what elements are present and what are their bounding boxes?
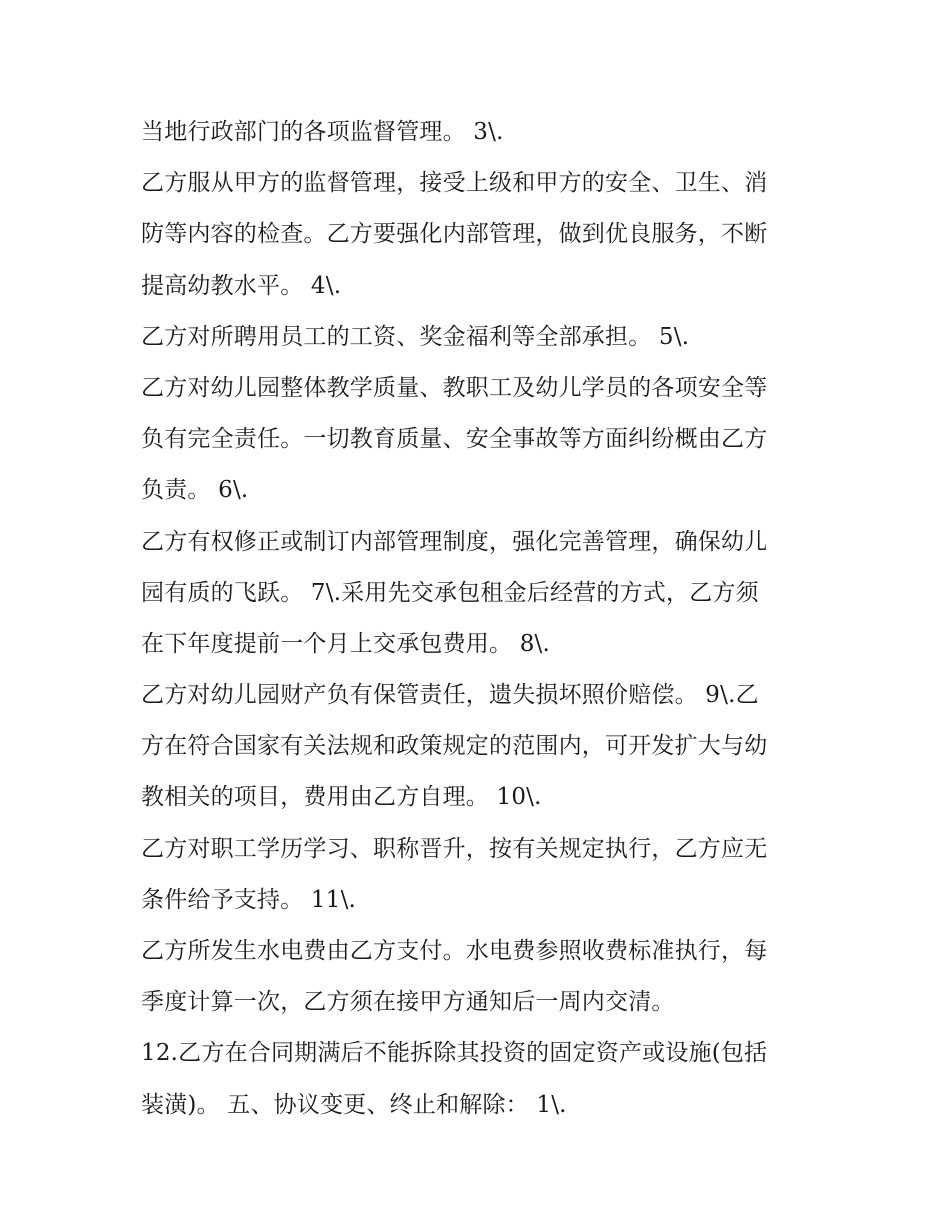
text-line: 乙方对职工学历学习、职称晋升，按有关规定执行，乙方应无 <box>141 835 768 862</box>
text-line: 方在符合国家有关法规和政策规定的范围内，可开发扩大与幼 <box>141 733 768 760</box>
text-line: 教相关的项目，费用由乙方自理。 10\. <box>141 784 542 811</box>
text-line: 12.乙方在合同期满后不能拆除其投资的固定资产或设施(包括 <box>141 1040 768 1067</box>
text-line: 园有质的飞跃。 7\.采用先交承包租金后经营的方式，乙方须 <box>141 579 759 606</box>
text-line: 防等内容的检查。乙方要强化内部管理，做到优良服务，不断 <box>141 221 768 248</box>
text-line: 负责。 6\. <box>141 477 249 504</box>
text-line: 乙方所发生水电费由乙方支付。水电费参照收费标准执行，每 <box>141 938 768 964</box>
text-line: 负有完全责任。一切教育质量、安全事故等方面纠纷概由乙方 <box>141 426 768 453</box>
text-line: 提高幼教水平。 4\. <box>141 272 342 299</box>
text-line: 乙方对幼儿园财产负有保管责任，遗失损坏照价赔偿。 9\.乙 <box>141 682 759 709</box>
text-line: 乙方对幼儿园整体教学质量、教职工及幼儿学员的各项安全等 <box>141 374 768 401</box>
text-line: 装潢)。 五、协议变更、终止和解除： 1\. <box>141 1091 567 1118</box>
text-line: 条件给予支持。 11\. <box>141 886 357 913</box>
text-line: 乙方对所聘用员工的工资、奖金福利等全部承担。 5\. <box>141 323 690 350</box>
text-line: 季度计算一次，乙方须在接甲方通知后一周内交清。 <box>141 989 675 1016</box>
text-line: 乙方有权修正或制订内部管理制度，强化完善管理，确保幼儿 <box>141 528 768 555</box>
text-line: 当地行政部门的各项监督管理。 3\. <box>141 119 504 145</box>
document-body <box>141 107 821 1131</box>
text-line: 乙方服从甲方的监督管理，接受上级和甲方的安全、卫生、消 <box>141 170 768 197</box>
text-line: 在下年度提前一个月上交承包费用。 8\. <box>141 630 551 657</box>
